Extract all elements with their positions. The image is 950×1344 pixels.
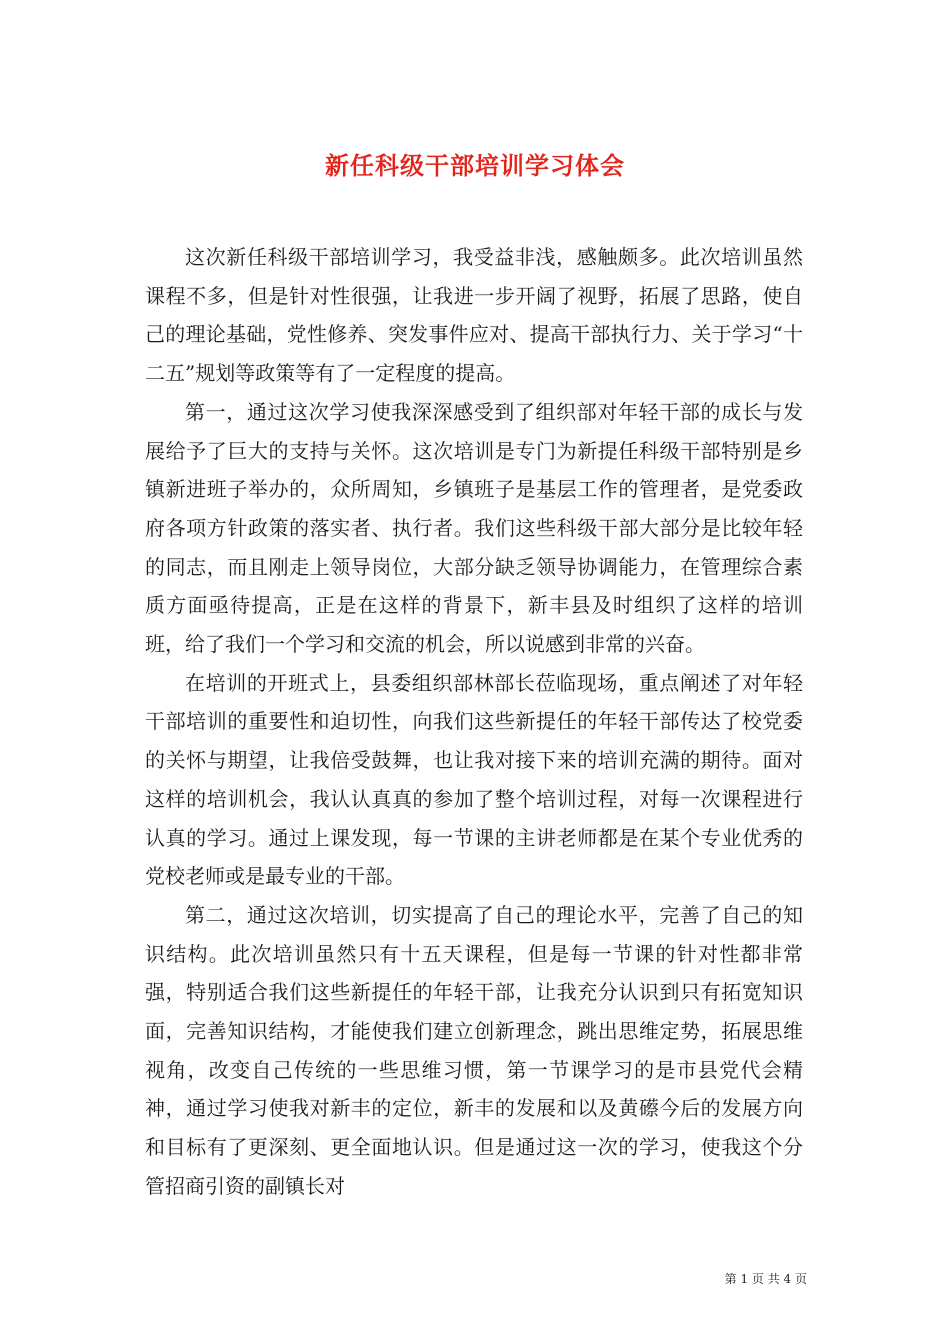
paragraph-1: 这次新任科级干部培训学习，我受益非浅，感触颇多。此次培训虽然课程不多，但是针对性很强，让我进一步开阔了视野，拓展了思路，使自己的理论基础，党性修养、突发事件应对、提高干部执行力、关于学习“十二五”规划等政策等有了一定程度的提高。 xyxy=(145,245,803,386)
page-number: 第 1 页 共 4 页 xyxy=(724,1272,807,1286)
document-title: 新任科级干部培训学习体会 xyxy=(325,151,625,181)
document-body xyxy=(145,238,803,1206)
paragraph-4: 第二，通过这次培训，切实提高了自己的理论水平，完善了自己的知识结构。此次培训虽然只有十五天课程，但是每一节课的针对性都非常强，特别适合我们这些新提任的年轻干部，让我充分认识到只有拓宽知识面，完善知识结构，才能使我们建立创新理念，跳出思维定势，拓展思维视角，改变自己传统的一些思维习惯，第一节课学习的是市县党代会精神，通过学习使我对新丰的定位，新丰的发展和以及黄礤今后的发展方向和目标有了更深刻、更全面地认识。但是通过这一次的学习，使我这个分管招商引资的副镇长对 xyxy=(145,902,803,1198)
paragraph-2: 第一，通过这次学习使我深深感受到了组织部对年轻干部的成长与发展给予了巨大的支持与关怀。这次培训是专门为新提任科级干部特别是乡镇新进班子举办的，众所周知，乡镇班子是基层工作的管理者，是党委政府各项方针政策的落实者、执行者。我们这些科级干部大部分是比较年轻的同志，而且刚走上领导岗位，大部分缺乏领导协调能力，在管理综合素质方面亟待提高，正是在这样的背景下，新丰县及时组织了这样的培训班，给了我们一个学习和交流的机会，所以说感到非常的兴奋。 xyxy=(145,399,803,657)
paragraph-3: 在培训的开班式上，县委组织部林部长莅临现场，重点阐述了对年轻干部培训的重要性和迫切性，向我们这些新提任的年轻干部传达了校党委的关怀与期望，让我倍受鼓舞，也让我对接下来的培训充满的期待。面对这样的培训机会，我认认真真的参加了整个培训过程，对每一次课程进行认真的学习。通过上课发现，每一节课的主讲老师都是在某个专业优秀的党校老师或是最专业的干部。 xyxy=(145,670,803,889)
